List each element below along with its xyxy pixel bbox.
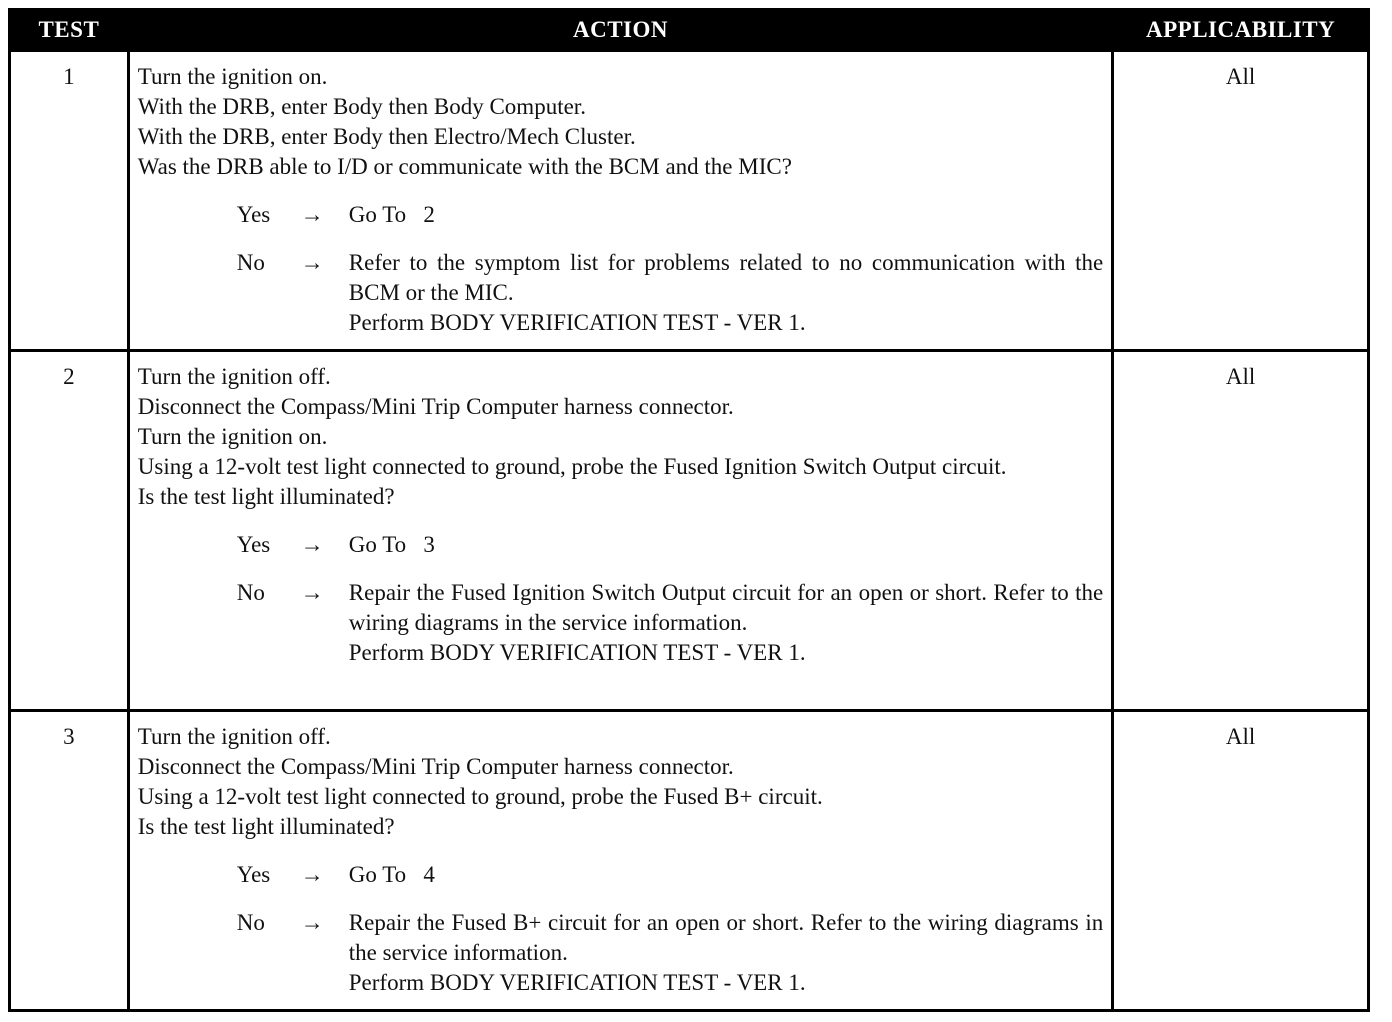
no-label: No	[236, 910, 265, 935]
table-row	[10, 51, 1369, 351]
yes-branch	[138, 200, 1103, 230]
no-label: No	[236, 250, 265, 275]
test-number: 1	[10, 51, 129, 351]
no-result	[349, 578, 1103, 668]
action-step: Disconnect the Compass/Mini Trip Computer harness connector.	[137, 754, 734, 779]
no-result-text: Refer to the symptom list for problems related to no communication with the BCM or the MIC.	[348, 250, 1104, 305]
action-step: Disconnect the Compass/Mini Trip Computer harness connector.	[137, 394, 734, 419]
action-cell	[128, 51, 1112, 351]
goto-text: Go To 3	[348, 532, 435, 557]
right-arrow-icon: →	[300, 250, 324, 275]
no-result-text: Repair the Fused Ignition Switch Output circuit for an open or short. Refer to the wiring diagrams in the service information.	[348, 580, 1104, 635]
perform-verification-text: Perform BODY VERIFICATION TEST - VER 1.	[348, 310, 806, 335]
no-label: No	[236, 580, 265, 605]
no-branch	[138, 578, 1103, 668]
action-cell	[128, 351, 1112, 711]
no-result-text: Repair the Fused B+ circuit for an open or short. Refer to the wiring diagrams in the service information.	[348, 910, 1104, 965]
right-arrow-icon: →	[300, 910, 324, 935]
right-arrow-icon: →	[300, 580, 324, 605]
no-branch	[138, 248, 1103, 338]
header-action: ACTION	[128, 10, 1112, 51]
yes-label: Yes	[236, 202, 271, 227]
action-step: Using a 12-volt test light connected to ground, probe the Fused B+ circuit.	[137, 784, 823, 809]
action-step: Is the test light illuminated?	[137, 484, 395, 509]
table-row	[10, 351, 1369, 711]
table-header-row	[10, 10, 1369, 51]
yes-result	[349, 530, 1103, 560]
action-step: Was the DRB able to I/D or communicate with the BCM and the MIC?	[137, 154, 792, 179]
right-arrow-icon: →	[300, 202, 324, 227]
yes-branch	[138, 530, 1103, 560]
applicability-cell: All	[1113, 351, 1369, 711]
action-step: Turn the ignition off.	[137, 364, 331, 389]
applicability-cell: All	[1113, 51, 1369, 351]
goto-text: Go To 2	[348, 202, 435, 227]
header-applicability: APPLICABILITY	[1113, 10, 1369, 51]
perform-verification-text: Perform BODY VERIFICATION TEST - VER 1.	[348, 640, 806, 665]
action-step: Turn the ignition on.	[137, 424, 328, 449]
action-step: Using a 12-volt test light connected to ground, probe the Fused Ignition Switch Output circuit.	[137, 454, 1007, 479]
yes-result	[349, 200, 1103, 230]
test-number: 3	[10, 711, 129, 1011]
goto-text: Go To 4	[348, 862, 435, 887]
table-row	[10, 711, 1369, 1011]
action-step: With the DRB, enter Body then Electro/Mech Cluster.	[137, 124, 636, 149]
action-cell	[128, 711, 1112, 1011]
right-arrow-icon: →	[300, 532, 324, 557]
test-number: 2	[10, 351, 129, 711]
yes-label: Yes	[236, 532, 271, 557]
yes-label: Yes	[236, 862, 271, 887]
action-step: Turn the ignition off.	[137, 724, 331, 749]
perform-verification-text: Perform BODY VERIFICATION TEST - VER 1.	[348, 970, 806, 995]
yes-branch	[138, 860, 1103, 890]
yes-result	[349, 860, 1103, 890]
diagnostic-test-table	[8, 8, 1370, 1012]
right-arrow-icon: →	[300, 862, 324, 887]
action-step: Turn the ignition on.	[137, 64, 328, 89]
no-branch	[138, 908, 1103, 998]
header-test: TEST	[10, 10, 129, 51]
no-result	[349, 908, 1103, 998]
action-step: With the DRB, enter Body then Body Computer.	[137, 94, 586, 119]
no-result	[349, 248, 1103, 338]
applicability-cell: All	[1113, 711, 1369, 1011]
action-step: Is the test light illuminated?	[137, 814, 395, 839]
